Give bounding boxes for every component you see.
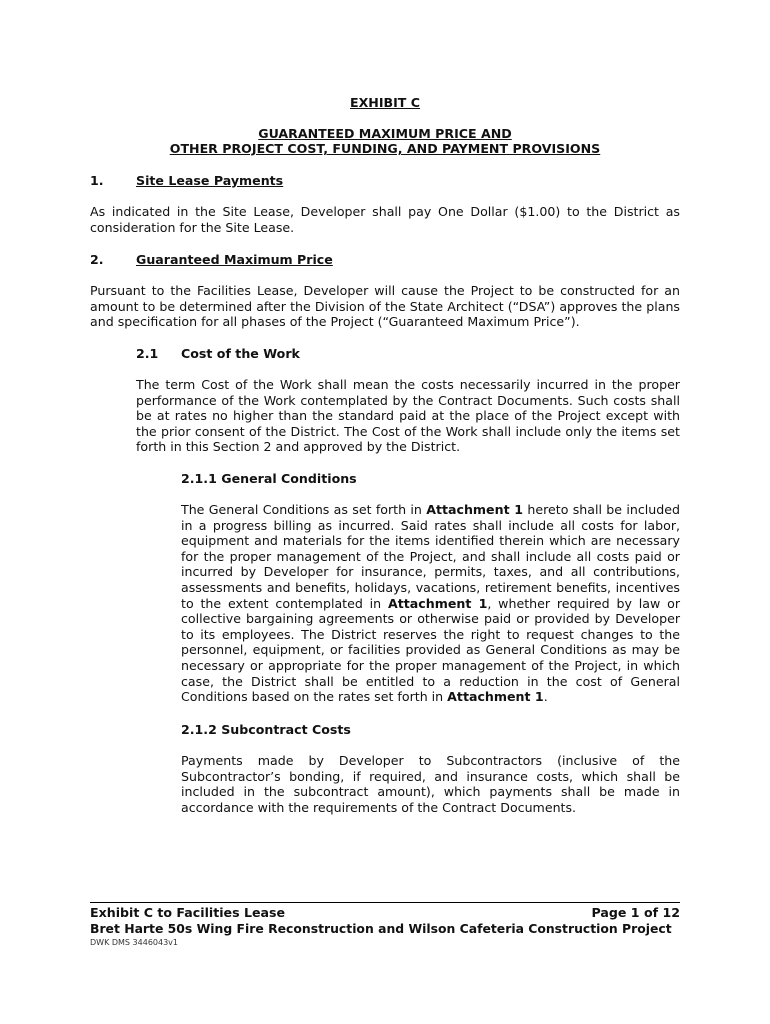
section-2-body: Pursuant to the Facilities Lease, Developer will cause the Project to be constructed for an amount to be determined after the Division of the State Architect (“DSA”) approves the plans and specification for all phases of the Project (“Guaranteed Maximum Price”). [90,283,680,330]
section-2-1-2-heading: 2.1.2 Subcontract Costs [181,722,351,737]
general-conditions-text-2: hereto shall be included in a progress billing as incurred. Said rates shall include all costs for labor, equipment and materials for the items identified therein which are necessary for the proper management of the Project, and shall include all costs paid or incurred by Developer for insurance, permits, taxes, and all contributions, assessments and benefits, holidays, vacations, retirement benefits, incentives to the extent contemplated in [181,502,680,611]
section-2-1-title: Cost of the Work [181,346,300,361]
section-2-1-number: 2.1 [136,346,159,361]
general-conditions-text-4: . [543,689,548,705]
footer-project-name: Bret Harte 50s Wing Fire Reconstruction and Wilson Cafeteria Construction Project [90,921,672,936]
footer-divider [90,902,680,903]
attachment-ref-1: Attachment 1 [426,502,524,517]
footer-page-number: Page 1 of 12 [591,905,680,920]
section-2-1-body: The term Cost of the Work shall mean the costs necessarily incurred in the proper performance of the Work contemplated by the Contract Documents. Such costs shall be at rates no higher than the standard paid at the place of the Project except with the prior consent of the District. The Cost of the Work shall include only the items set forth in this Section 2 and approved by the District. [136,377,680,455]
section-1-body: As indicated in the Site Lease, Developer shall pay One Dollar ($1.00) to the District as consideration for the Site Lease. [90,204,680,235]
section-2-1-2-body: Payments made by Developer to Subcontractors (inclusive of the Subcontractor’s bonding, if required, and insurance costs, which shall be included in the subcontract amount), which payments shall be made in accordance with the requirements of the Contract Documents. [181,753,680,815]
attachment-ref-3: Attachment 1 [447,689,544,705]
section-2-title: Guaranteed Maximum Price [136,252,333,267]
exhibit-heading: EXHIBIT C [349,95,421,110]
section-2-number: 2. [90,252,104,267]
general-conditions-text-1: The General Conditions as set forth in [181,502,427,517]
section-2-1-1-body [181,502,680,705]
general-conditions-text-3: , whether required by law or collective bargaining agreements or otherwise paid or provided by Developer to its employees. The District reserves the right to request changes to the personnel, equipment, or facilities provided as General Conditions as may be necessary or appropriate for the proper management of the Project, in which case, the District shall be entitled to a reduction in the cost of General Conditions based on the rates set forth in [181,595,680,705]
title-line-1: GUARANTEED MAXIMUM PRICE AND [258,126,512,141]
section-1-title: Site Lease Payments [136,173,284,188]
attachment-ref-2: Attachment 1 [388,595,488,611]
footer-exhibit-label: Exhibit C to Facilities Lease [90,905,286,920]
footer-line-1 [90,905,680,920]
title-line-2: OTHER PROJECT COST, FUNDING, AND PAYMENT PROVISIONS [169,141,601,156]
footer-doc-id: DWK DMS 3446043v1 [90,938,178,947]
section-2-1-1-heading: 2.1.1 General Conditions [181,471,357,486]
section-1-number: 1. [90,173,104,188]
